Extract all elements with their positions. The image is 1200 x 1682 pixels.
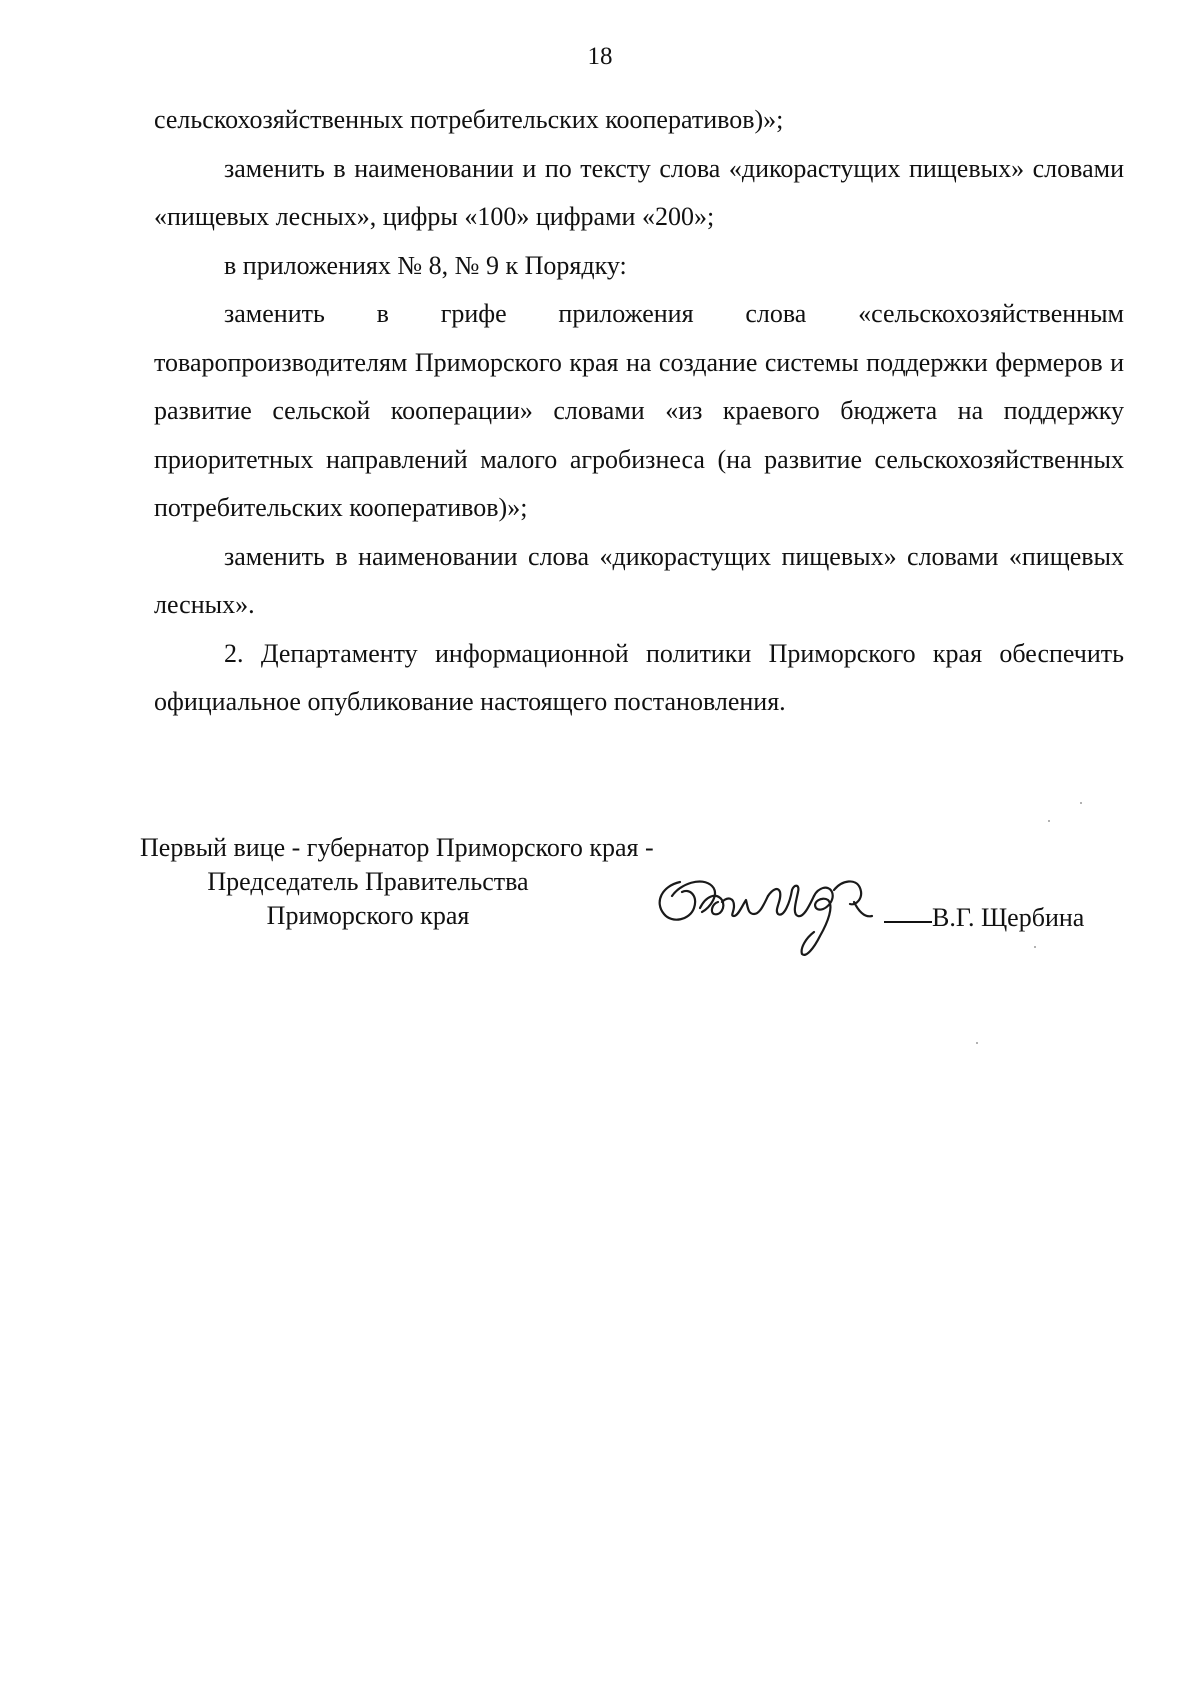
paragraph-2: заменить в наименовании и по тексту слова «дикорастущих пищевых» словами «пищевых лесных», цифры «100» цифрами «200»; (154, 153, 1124, 231)
scan-speck (1034, 946, 1036, 948)
signatory-title-line-1: Первый вице - губернатор Приморского края - (140, 833, 654, 862)
paragraph-5: заменить в наименовании слова «дикорастущих пищевых» словами «пищевых лесных». (154, 541, 1124, 619)
document-body (154, 96, 1124, 727)
signatory-title-line-2: Председатель Правительства (207, 867, 529, 896)
paragraph-6: 2. Департаменту информационной политики Приморского края обеспечить официальное опубликование настоящего постановления. (154, 638, 1124, 716)
paragraph-4: заменить в грифе приложения слова «сельскохозяйственным товаропроизводителям Приморского края на создание системы поддержки фермеров и развитие сельской кооперации» словами «из краевого бюджета на поддержку приоритетных направлений малого агробизнеса (на развитие сельскохозяйственных потребительских кооперативов)»; (154, 299, 1124, 522)
scan-speck (976, 1042, 978, 1044)
signature-dash (884, 921, 932, 923)
scan-speck (1048, 820, 1050, 822)
signatory-name: В.Г. Щербина (932, 903, 1085, 932)
signatory-title-line-3: Приморского края (266, 901, 470, 930)
scan-speck (1080, 802, 1082, 804)
paragraph-3: в приложениях № 8, № 9 к Порядку: (224, 250, 627, 280)
paragraph-1: сельскохозяйственных потребительских кооперативов)»; (154, 105, 784, 134)
handwritten-signature (650, 862, 910, 962)
page-number: 18 (587, 43, 613, 70)
